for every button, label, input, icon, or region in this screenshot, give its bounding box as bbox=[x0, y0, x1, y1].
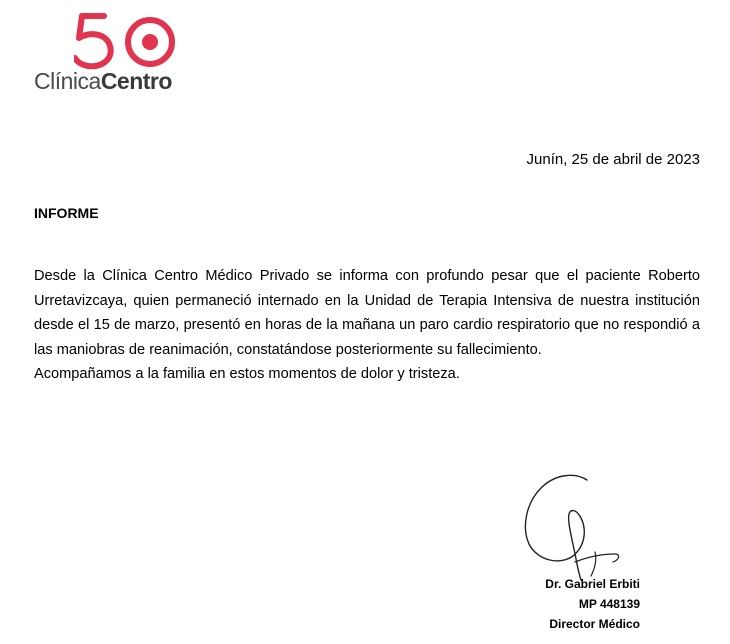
fifty-years-logo-mark bbox=[74, 12, 184, 70]
document-body bbox=[34, 264, 700, 387]
clinic-name-light: Clínica bbox=[34, 68, 101, 94]
signer-block bbox=[545, 574, 640, 634]
signer-license: MP 448139 bbox=[578, 597, 640, 611]
signer-name: Dr. Gabriel Erbiti bbox=[545, 577, 640, 591]
clinic-name bbox=[34, 68, 172, 95]
document-date: Junín, 25 de abril de 2023 bbox=[526, 151, 700, 168]
body-paragraph: Acompañamos a la familia en estos momentos de dolor y tristeza. bbox=[34, 366, 460, 382]
document-heading: INFORME bbox=[34, 205, 99, 221]
clinic-name-bold: Centro bbox=[100, 68, 172, 94]
body-paragraph: Desde la Clínica Centro Médico Privado se informa con profundo pesar que el paciente Roberto Urretavizcaya, quien permaneció internado en la Unidad de Terapia Intensiva de nuestra institución desde el 15 de marzo, presentó en horas de la mañana un paro cardio respiratorio que no respondió a las maniobras de reanimación, constatándose posteriormente su fallecimiento. bbox=[34, 268, 700, 358]
signer-role: Director Médico bbox=[549, 617, 640, 631]
clinic-logo bbox=[34, 12, 204, 97]
handwritten-signature bbox=[515, 468, 635, 583]
